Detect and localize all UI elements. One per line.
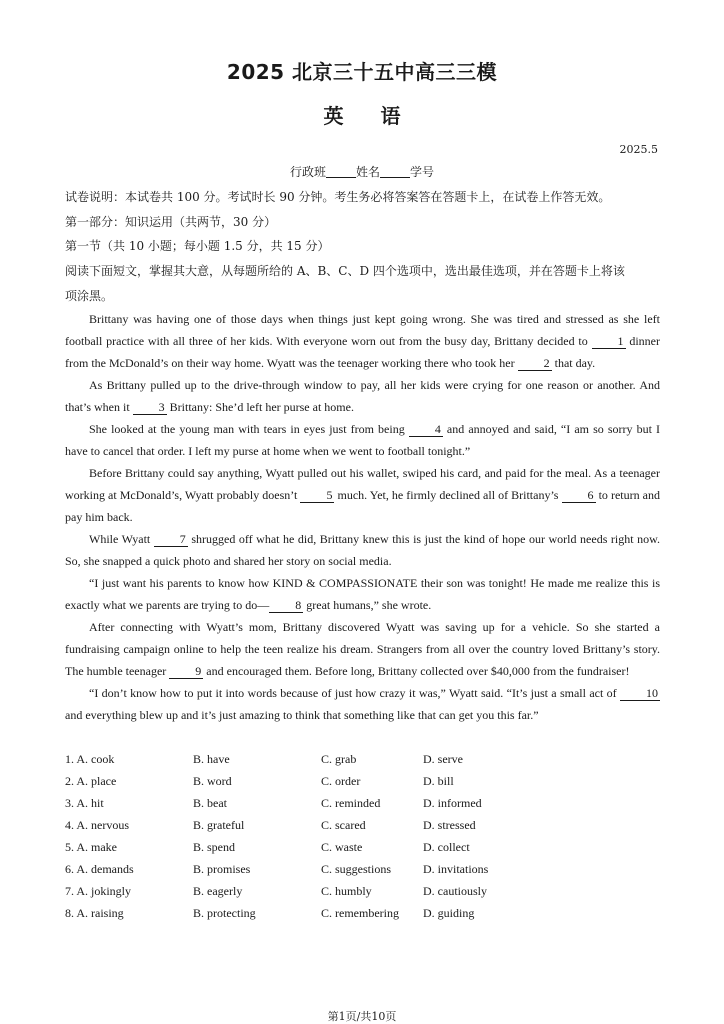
name-label: 姓名 — [355, 165, 380, 179]
paragraph-2: As Brittany pulled up to the drive-through window to pay, all her kids were crying for one reason or another. And that’s when it 3 Brittany: She’d left her purse at home. — [65, 378, 660, 414]
option-c: C. suggestions — [321, 862, 392, 876]
option-d: D. invitations — [423, 862, 489, 876]
option-a: 3. A. hit — [65, 796, 104, 810]
paragraph-3: She looked at the young man with tears in eyes just from being 4 and annoyed and said, “I am so sorry but I have to cancel that order. I left my purse at home when we went to football tonight.” — [65, 422, 661, 458]
exam-date: 2025.5 — [619, 143, 658, 156]
options-row — [65, 796, 660, 818]
option-c: C. scared — [321, 818, 366, 832]
option-c: C. grab — [321, 752, 357, 766]
option-d: D. bill — [423, 774, 454, 788]
option-b: B. protecting — [193, 906, 256, 920]
exam-note: 试卷说明：本试卷共 100 分。考试时长 90 分钟。考生务必将答案答在答题卡上，在试卷上作答无效。 — [65, 190, 611, 204]
student-info-line — [0, 163, 724, 180]
option-c: C. remembering — [321, 906, 399, 920]
option-b: B. eagerly — [193, 884, 243, 898]
option-a: 2. A. place — [65, 774, 117, 788]
directions-line-2: 项涂黑。 — [65, 289, 114, 303]
blank-1: 1 — [592, 335, 626, 349]
options-row — [65, 774, 660, 796]
blank-8: 8 — [269, 599, 303, 613]
option-c: C. order — [321, 774, 361, 788]
options-row — [65, 818, 660, 840]
option-c: C. waste — [321, 840, 363, 854]
option-d: D. stressed — [423, 818, 476, 832]
paragraph-1: Brittany was having one of those days when things just kept going wrong. She was tired and stressed as she left football practice with all three of her kids. With everyone worn out from the busy day, Brittany decided to 1 dinner from the McDonald’s on their way home. Wyatt was the teenager working there who took her 2 that day. — [65, 312, 661, 370]
option-d: D. serve — [423, 752, 463, 766]
options-row — [65, 840, 660, 862]
class-blank — [326, 165, 356, 178]
paragraph-5: While Wyatt 7 shrugged off what he did, Brittany knew this is just the kind of hope our world needs right now. So, she snapped a quick photo and shared her story on social media. — [65, 532, 661, 568]
paragraph-6: “I just want his parents to know how KIND & COMPASSIONATE their son was tonight! He made me realize this is exactly what we parents are trying to do— 8 great humans,” she wrote. — [65, 576, 660, 612]
options-row — [65, 752, 660, 774]
option-b: B. promises — [193, 862, 251, 876]
option-b: B. spend — [193, 840, 235, 854]
option-a: 5. A. make — [65, 840, 117, 854]
name-blank — [380, 165, 410, 178]
option-d: D. collect — [423, 840, 470, 854]
option-c: C. reminded — [321, 796, 381, 810]
option-b: B. word — [193, 774, 232, 788]
options-row — [65, 906, 660, 928]
options-list — [65, 752, 660, 928]
section-one-heading: 第一节（共 10 小题；每小题 1.5 分，共 15 分） — [65, 239, 330, 253]
id-label: 学号 — [410, 165, 435, 179]
options-row — [65, 862, 660, 884]
blank-7: 7 — [154, 533, 188, 547]
blank-5: 5 — [300, 489, 334, 503]
blank-6: 6 — [562, 489, 596, 503]
subject-title: 英 语 — [323, 104, 401, 128]
blank-4: 4 — [409, 423, 443, 437]
blank-2: 2 — [518, 357, 552, 371]
class-label: 行政班 — [289, 165, 326, 179]
paragraph-8: “I don’t know how to put it into words because of just how crazy it was,” Wyatt said. “It’s just a small act of 10 and everything blew up and it’s just amazing to think that something like that can get you this far.” — [65, 686, 658, 722]
cloze-passage — [65, 308, 660, 726]
blank-10: 10 — [620, 687, 660, 701]
option-c: C. humbly — [321, 884, 372, 898]
option-b: B. have — [193, 752, 230, 766]
option-a: 7. A. jokingly — [65, 884, 132, 898]
option-d: D. informed — [423, 796, 482, 810]
option-a: 6. A. demands — [65, 862, 134, 876]
blank-9: 9 — [169, 665, 203, 679]
option-a: 4. A. nervous — [65, 818, 129, 832]
option-b: B. grateful — [193, 818, 245, 832]
page-number: 第1页/共10页 — [327, 1010, 397, 1023]
option-b: B. beat — [193, 796, 227, 810]
option-d: D. cautiously — [423, 884, 487, 898]
option-d: D. guiding — [423, 906, 475, 920]
exam-title: 2025 北京三十五中高三三模 — [226, 60, 498, 84]
part-one-heading: 第一部分：知识运用（共两节，30 分） — [65, 215, 277, 229]
directions-line-1: 阅读下面短文，掌握其大意，从每题所给的 A、B、C、D 四个选项中，选出最佳选项，并在答题卡上将该 — [65, 264, 625, 278]
option-a: 8. A. raising — [65, 906, 124, 920]
paragraph-4: Before Brittany could say anything, Wyatt pulled out his wallet, swiped his card, and paid for the meal. As a teenager working at McDonald’s, Wyatt probably doesn’t 5 much. Yet, he firmly declined all of Brittany’s 6 to return and pay him back. — [65, 466, 660, 524]
paragraph-7: After connecting with Wyatt’s mom, Brittany discovered Wyatt was saving up for a vehicle. So she started a fundraising campaign online to help the teen realize his dream. Strangers from all over the country loved Brittany’s story. The humble teenager 9 and encouraged them. Before long, Brittany collected over $40,000 from the fundraiser! — [65, 620, 660, 678]
option-a: 1. A. cook — [65, 752, 115, 766]
blank-3: 3 — [133, 401, 167, 415]
options-row — [65, 884, 660, 906]
